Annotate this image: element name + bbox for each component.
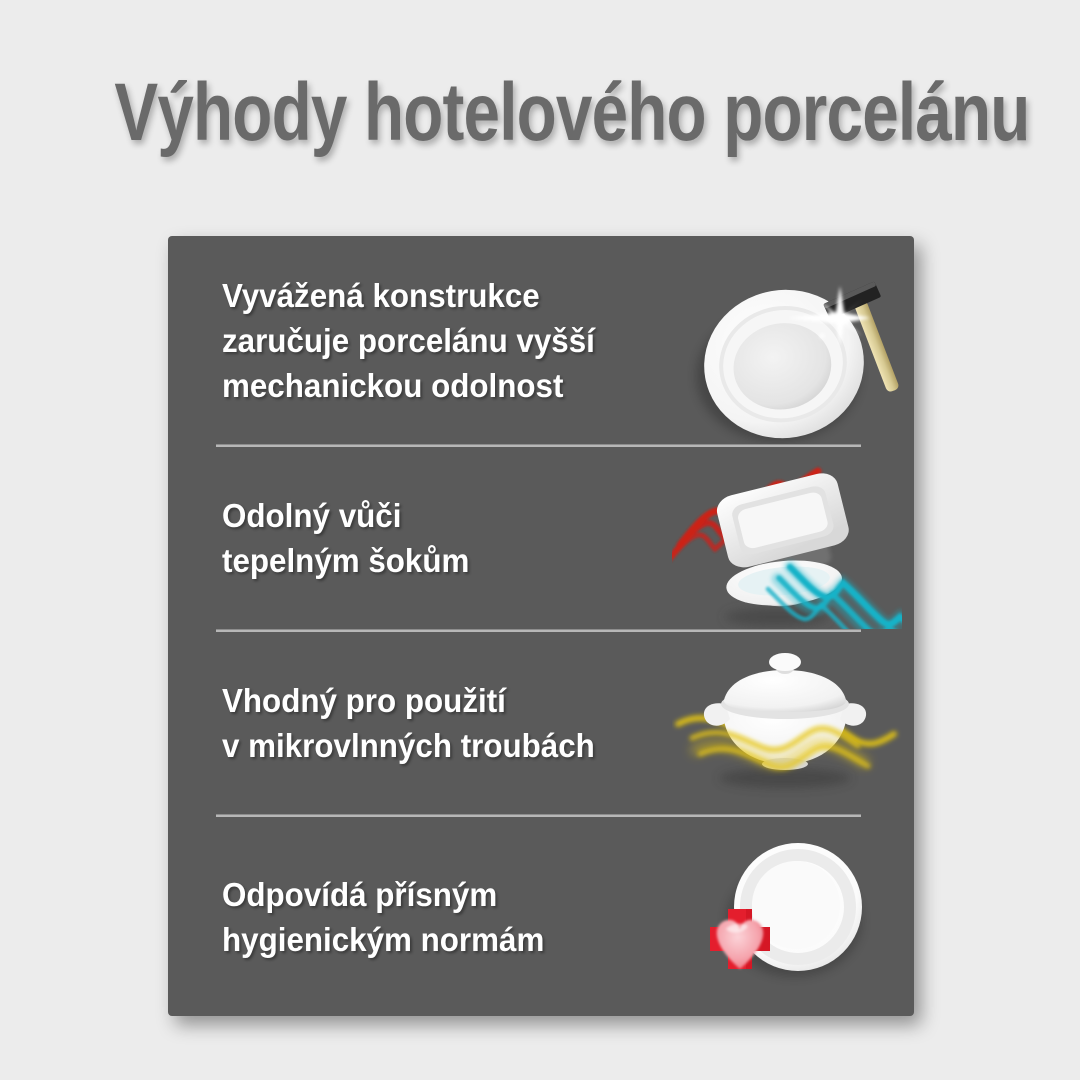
benefit-text-line: Vhodný pro použití bbox=[222, 682, 506, 719]
benefit-text bbox=[222, 678, 650, 768]
page-title-text: Výhody hotelového porcelánu bbox=[114, 67, 1030, 158]
page-title bbox=[0, 67, 1080, 158]
benefit-text-line: v mikrovlnných troubách bbox=[222, 727, 595, 764]
benefit-text-line: hygienickým normám bbox=[222, 920, 545, 958]
benefit-text bbox=[222, 872, 650, 962]
benefit-text-line: Odpovídá přísným bbox=[222, 875, 498, 913]
benefit-row-hygiene bbox=[168, 817, 914, 1016]
benefit-text bbox=[222, 493, 650, 583]
benefit-row-thermal bbox=[168, 447, 914, 629]
benefit-text-line: zaručuje porcelánu vyšší bbox=[222, 321, 595, 359]
benefit-row-microwave bbox=[168, 632, 914, 814]
benefit-text-line: Vyvážená konstrukce bbox=[222, 276, 540, 314]
benefit-text-line: mechanickou odolnost bbox=[222, 366, 564, 404]
benefit-text-line: tepelným šokům bbox=[222, 542, 470, 579]
plate-hammer-icon bbox=[672, 236, 902, 444]
benefit-text bbox=[222, 273, 650, 408]
hygiene-cross-heart-icon bbox=[672, 817, 902, 1016]
benefits-card bbox=[168, 236, 914, 1016]
microwave-safe-icon bbox=[672, 632, 902, 814]
benefit-row-mechanical bbox=[168, 236, 914, 444]
thermal-shock-icon bbox=[672, 447, 902, 629]
benefit-text-line: Odolný vůči bbox=[222, 497, 402, 534]
